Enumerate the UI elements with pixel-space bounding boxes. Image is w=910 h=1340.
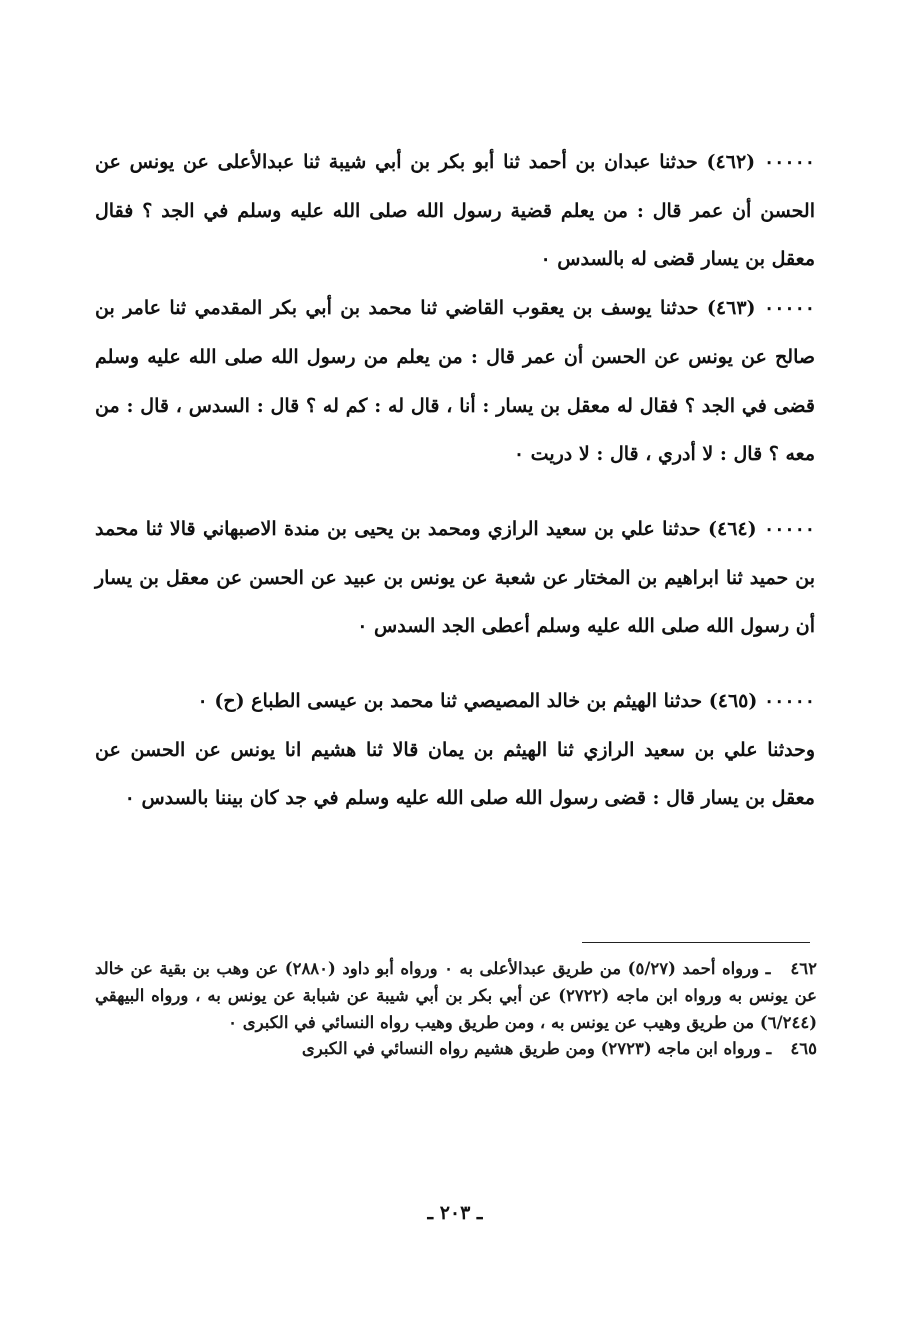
- footnotes: [95, 956, 817, 1063]
- main-text: [95, 138, 815, 823]
- footnote-465: [95, 1036, 817, 1063]
- footnote-number: ٤٦٢: [790, 959, 818, 978]
- footnote-text: ـ ورواه أحمد (٥/٢٧) من طريق عبدالأعلى به ٠ ورواه أبو داود (٢٨٨٠) عن وهب بن بقية عن خالد عن يونس به ورواه ابن ماجه (٢٧٢٢) عن أبي بكر بن أبي شيبة عن شبابة عن يونس به ، ورواه البيهقي (٦/٢٤٤) من طريق وهيب عن يونس به ، ومن طريق وهيب رواه النسائي في الكبرى ٠: [95, 959, 817, 1032]
- footnote-number: ٤٦٥: [790, 1039, 817, 1059]
- hadith-464: ٠٠٠٠٠ (٤٦٤) حدثنا علي بن سعيد الرازي ومحمد بن يحيى بن مندة الاصبهاني قالا ثنا محمد بن حميد ثنا ابراهيم بن المختار عن شعبة عن يونس بن عبيد عن الحسن عن معقل بن يسار أن رسول الله صلى الله عليه وسلم أعطى الجد السدس ٠: [95, 517, 816, 638]
- footnote-text: ـ ورواه ابن ماجه (٢٧٢٣) ومن طريق هشيم رواه النسائي في الكبرى: [301, 1039, 772, 1059]
- footnote-462: [95, 956, 817, 1036]
- hadith-463: ٠٠٠٠٠ (٤٦٣) حدثنا يوسف بن يعقوب القاضي ثنا محمد بن أبي بكر المقدمي ثنا عامر بن صالح عن يونس عن الحسن أن عمر قال : من يعلم من رسول الله صلى الله عليه وسلم قضى في الجد ؟ فقال له معقل بن يسار : أنا ، قال له : كم له ؟ قال : السدس ، قال : من معه ؟ قال : لا أدري ، قال : لا دريت ٠: [95, 297, 816, 466]
- page-number: ـ ٢٠٣ ـ: [427, 1202, 483, 1224]
- hadith-462: ٠٠٠٠٠ (٤٦٢) حدثنا عبدان بن أحمد ثنا أبو بكر بن أبي شيبة ثنا عبدالأعلى عن يونس عن الحسن أن عمر قال : من يعلم قضية رسول الله صلى الله عليه وسلم في الجد ؟ فقال معقل بن يسار قضى له بالسدس ٠: [95, 151, 815, 271]
- footnote-divider: [582, 942, 810, 943]
- hadith-465: ٠٠٠٠٠ (٤٦٥) حدثنا الهيثم بن خالد المصيصي ثنا محمد بن عيسى الطباع (ح) ٠: [197, 690, 815, 713]
- hadith-465-continuation: وحدثنا علي بن سعيد الرازي ثنا الهيثم بن يمان قالا ثنا هشيم انا يونس عن الحسن عن معقل بن يسار قال : قضى رسول الله صلى الله عليه وسلم في جد كان بيننا بالسدس ٠: [95, 738, 815, 810]
